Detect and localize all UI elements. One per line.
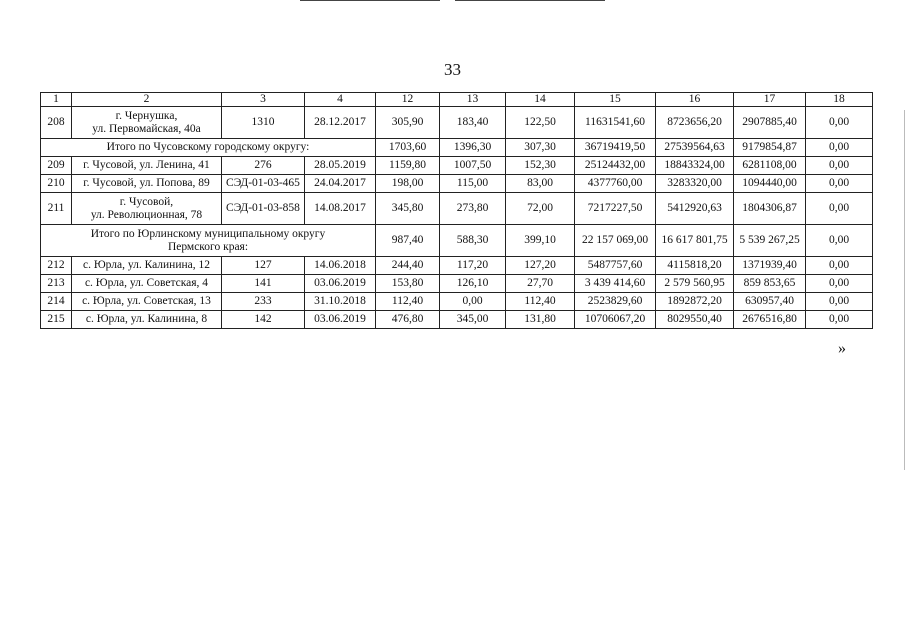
column-header: 13 <box>440 93 506 107</box>
column-header: 14 <box>506 93 575 107</box>
value-cell: 1892872,20 <box>656 293 734 311</box>
value-cell: 2523829,60 <box>575 293 656 311</box>
value-cell: 183,40 <box>440 107 506 139</box>
document-date: 31.10.2018 <box>305 293 376 311</box>
row-number: 215 <box>41 311 72 329</box>
document-number: 142 <box>222 311 305 329</box>
value-cell: 0,00 <box>806 157 873 175</box>
address-cell <box>72 311 222 329</box>
value-cell: 1396,30 <box>440 139 506 157</box>
document-date: 03.06.2019 <box>305 275 376 293</box>
column-header: 4 <box>305 93 376 107</box>
column-header: 18 <box>806 93 873 107</box>
value-cell: 859 853,65 <box>734 275 806 293</box>
closing-quote: » <box>838 340 846 357</box>
table-row <box>41 193 873 225</box>
table-body <box>41 93 873 329</box>
address-cell <box>72 275 222 293</box>
value-cell: 273,80 <box>440 193 506 225</box>
table-row <box>41 311 873 329</box>
table-row <box>41 175 873 193</box>
value-cell: 4377760,00 <box>575 175 656 193</box>
address-line: г. Чусовой, ул. Ленина, 41 <box>83 159 210 172</box>
document-date: 14.08.2017 <box>305 193 376 225</box>
value-cell: 127,20 <box>506 257 575 275</box>
address-line: ул. Революционная, 78 <box>90 208 203 221</box>
total-row <box>41 225 873 257</box>
document-number: СЭД-01-03-858 <box>222 193 305 225</box>
address-cell <box>72 157 222 175</box>
value-cell: 2907885,40 <box>734 107 806 139</box>
value-cell: 7217227,50 <box>575 193 656 225</box>
top-rule-right <box>455 0 605 1</box>
address-cell <box>72 175 222 193</box>
value-cell: 126,10 <box>440 275 506 293</box>
value-cell: 18843324,00 <box>656 157 734 175</box>
column-header: 1 <box>41 93 72 107</box>
value-cell: 22 157 069,00 <box>575 225 656 257</box>
value-cell: 10706067,20 <box>575 311 656 329</box>
total-label-line: Итого по Юрлинскому муниципальному округу <box>90 228 326 240</box>
value-cell: 1804306,87 <box>734 193 806 225</box>
total-label <box>41 225 376 257</box>
value-cell: 307,30 <box>506 139 575 157</box>
address-line: с. Юрла, ул. Калинина, 12 <box>82 259 211 272</box>
document-date: 28.12.2017 <box>305 107 376 139</box>
value-cell: 152,30 <box>506 157 575 175</box>
column-header: 15 <box>575 93 656 107</box>
row-number: 211 <box>41 193 72 225</box>
total-label-line: Пермского края: <box>167 240 249 253</box>
value-cell: 122,50 <box>506 107 575 139</box>
table-row <box>41 257 873 275</box>
address-cell <box>72 193 222 225</box>
address-cell <box>72 107 222 139</box>
value-cell: 8029550,40 <box>656 311 734 329</box>
value-cell: 112,40 <box>506 293 575 311</box>
value-cell: 244,40 <box>376 257 440 275</box>
value-cell: 5487757,60 <box>575 257 656 275</box>
value-cell: 16 617 801,75 <box>656 225 734 257</box>
value-cell: 8723656,20 <box>656 107 734 139</box>
document-number: 141 <box>222 275 305 293</box>
value-cell: 9179854,87 <box>734 139 806 157</box>
value-cell: 5 539 267,25 <box>734 225 806 257</box>
document-date: 24.04.2017 <box>305 175 376 193</box>
value-cell: 0,00 <box>806 225 873 257</box>
address-line: ул. Первомайская, 40а <box>92 122 201 135</box>
value-cell: 36719419,50 <box>575 139 656 157</box>
value-cell: 27539564,63 <box>656 139 734 157</box>
table-row <box>41 293 873 311</box>
value-cell: 0,00 <box>806 175 873 193</box>
value-cell: 3 439 414,60 <box>575 275 656 293</box>
value-cell: 83,00 <box>506 175 575 193</box>
value-cell: 630957,40 <box>734 293 806 311</box>
address-cell <box>72 293 222 311</box>
address-cell <box>72 257 222 275</box>
column-header: 12 <box>376 93 440 107</box>
value-cell: 1703,60 <box>376 139 440 157</box>
value-cell: 131,80 <box>506 311 575 329</box>
column-header: 16 <box>656 93 734 107</box>
column-header: 2 <box>72 93 222 107</box>
value-cell: 0,00 <box>806 257 873 275</box>
address-line: г. Чусовой, <box>119 196 174 208</box>
value-cell: 1094440,00 <box>734 175 806 193</box>
value-cell: 399,10 <box>506 225 575 257</box>
value-cell: 987,40 <box>376 225 440 257</box>
row-number: 210 <box>41 175 72 193</box>
total-label <box>41 139 376 157</box>
value-cell: 72,00 <box>506 193 575 225</box>
value-cell: 0,00 <box>806 275 873 293</box>
value-cell: 0,00 <box>806 107 873 139</box>
address-line: с. Юрла, ул. Советская, 4 <box>84 277 209 290</box>
value-cell: 0,00 <box>806 139 873 157</box>
value-cell: 476,80 <box>376 311 440 329</box>
column-header: 17 <box>734 93 806 107</box>
column-header: 3 <box>222 93 305 107</box>
value-cell: 2676516,80 <box>734 311 806 329</box>
table-row <box>41 275 873 293</box>
value-cell: 0,00 <box>806 311 873 329</box>
value-cell: 115,00 <box>440 175 506 193</box>
value-cell: 27,70 <box>506 275 575 293</box>
value-cell: 112,40 <box>376 293 440 311</box>
value-cell: 345,00 <box>440 311 506 329</box>
value-cell: 0,00 <box>806 193 873 225</box>
address-line: г. Чернушка, <box>115 110 178 122</box>
page-number: 33 <box>444 60 461 79</box>
header-row <box>41 93 873 107</box>
value-cell: 25124432,00 <box>575 157 656 175</box>
document-number: 127 <box>222 257 305 275</box>
value-cell: 5412920,63 <box>656 193 734 225</box>
value-cell: 1007,50 <box>440 157 506 175</box>
value-cell: 588,30 <box>440 225 506 257</box>
value-cell: 1371939,40 <box>734 257 806 275</box>
value-cell: 0,00 <box>440 293 506 311</box>
document-number: СЭД-01-03-465 <box>222 175 305 193</box>
value-cell: 3283320,00 <box>656 175 734 193</box>
row-number: 213 <box>41 275 72 293</box>
address-line: с. Юрла, ул. Советская, 13 <box>82 295 211 308</box>
document-number: 233 <box>222 293 305 311</box>
data-table <box>40 92 873 329</box>
value-cell: 345,80 <box>376 193 440 225</box>
value-cell: 2 579 560,95 <box>656 275 734 293</box>
value-cell: 4115818,20 <box>656 257 734 275</box>
value-cell: 198,00 <box>376 175 440 193</box>
address-line: г. Чусовой, ул. Попова, 89 <box>83 177 210 190</box>
value-cell: 11631541,60 <box>575 107 656 139</box>
row-number: 209 <box>41 157 72 175</box>
row-number: 214 <box>41 293 72 311</box>
value-cell: 0,00 <box>806 293 873 311</box>
value-cell: 117,20 <box>440 257 506 275</box>
document-number: 1310 <box>222 107 305 139</box>
document-date: 14.06.2018 <box>305 257 376 275</box>
value-cell: 1159,80 <box>376 157 440 175</box>
address-line: с. Юрла, ул. Калинина, 8 <box>85 313 208 326</box>
row-number: 208 <box>41 107 72 139</box>
value-cell: 6281108,00 <box>734 157 806 175</box>
row-number: 212 <box>41 257 72 275</box>
table-row <box>41 107 873 139</box>
document-number: 276 <box>222 157 305 175</box>
value-cell: 153,80 <box>376 275 440 293</box>
total-row <box>41 139 873 157</box>
document-date: 28.05.2019 <box>305 157 376 175</box>
total-label-line: Итого по Чусовскому городскому округу: <box>106 141 310 154</box>
table-row <box>41 157 873 175</box>
document-date: 03.06.2019 <box>305 311 376 329</box>
top-rule-left <box>300 0 440 1</box>
value-cell: 305,90 <box>376 107 440 139</box>
